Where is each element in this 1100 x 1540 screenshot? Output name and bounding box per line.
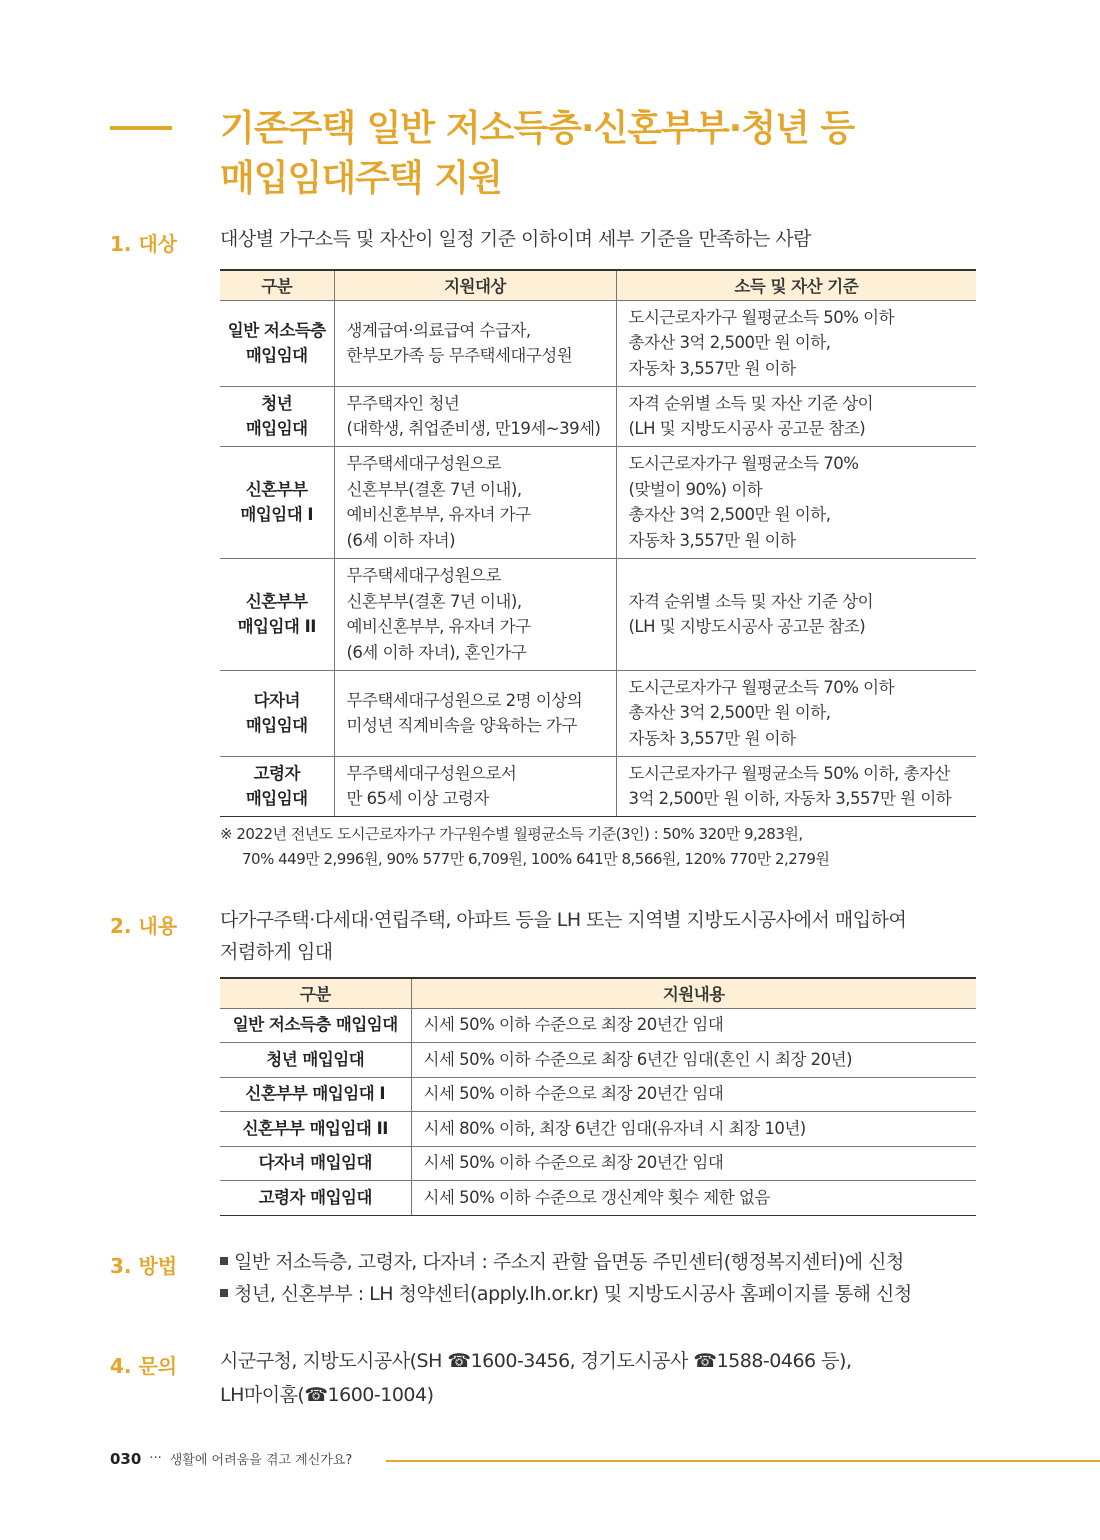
row-criteria: 도시근로자가구 월평균소득 70% 이하 총자산 3억 2,500만 원 이하, 자동차 3,557만 원 이하 xyxy=(616,670,976,756)
row-content: 시세 50% 이하 수준으로 최장 6년간 임대(혼인 시 최장 20년) xyxy=(411,1043,976,1078)
row-criteria: 자격 순위별 소득 및 자산 기준 상이 (LH 및 지방도시공사 공고문 참조) xyxy=(616,558,976,670)
row-category: 고령자 매입임대 xyxy=(220,756,334,816)
header-content: 지원내용 xyxy=(411,978,976,1008)
page-title xyxy=(220,104,854,204)
section-1-label: 1. 대상 xyxy=(110,232,178,256)
footer-dots: ··· xyxy=(149,1451,162,1466)
section-1-text: 대상별 가구소득 및 자산이 일정 기준 이하이며 세부 기준을 만족하는 사람 xyxy=(220,228,812,250)
title-line-2: 매입임대주택 지원 xyxy=(220,158,502,199)
section-2-label: 2. 내용 xyxy=(110,914,178,938)
note-line-2: 70% 449만 2,996원, 90% 577만 6,709원, 100% 641만 8,566원, 120% 770만 2,279원 xyxy=(242,850,830,868)
table-header-row xyxy=(220,270,976,300)
header-category: 구분 xyxy=(220,978,411,1008)
table-row xyxy=(220,386,976,446)
section-4-line-2: LH마이홈(☎1600-1004) xyxy=(220,1384,434,1406)
row-category: 다자녀 매입임대 xyxy=(220,1146,411,1181)
page-footer xyxy=(110,1449,352,1468)
table-row xyxy=(220,558,976,670)
bullet-item: 청년, 신혼부부 : LH 청약센터(apply.lh.or.kr) 및 지방도시공사 홈페이지를 통해 신청 xyxy=(220,1278,912,1310)
row-content: 시세 50% 이하 수준으로 최장 20년간 임대 xyxy=(411,1008,976,1043)
table-row xyxy=(220,1077,976,1112)
table-row xyxy=(220,1112,976,1147)
title-line-1: 기존주택 일반 저소득층·신혼부부·청년 등 xyxy=(220,108,855,149)
table-row xyxy=(220,670,976,756)
square-bullet-icon xyxy=(220,1289,228,1297)
table-row xyxy=(220,756,976,816)
row-category: 일반 저소득층 매입임대 xyxy=(220,300,334,386)
row-content: 시세 80% 이하, 최장 6년간 임대(유자녀 시 최장 10년) xyxy=(411,1112,976,1147)
row-category: 다자녀 매입임대 xyxy=(220,670,334,756)
support-content-table xyxy=(220,977,976,1216)
phone-icon: ☎ xyxy=(693,1350,717,1372)
section-3-label: 3. 방법 xyxy=(110,1254,178,1278)
row-criteria: 도시근로자가구 월평균소득 70% (맞벌이 90%) 이하 총자산 3억 2,500만 원 이하, 자동차 3,557만 원 이하 xyxy=(616,446,976,558)
row-category: 청년 매입임대 xyxy=(220,1043,411,1078)
square-bullet-icon xyxy=(220,1257,228,1265)
income-note xyxy=(220,822,829,872)
row-criteria: 도시근로자가구 월평균소득 50% 이하 총자산 3억 2,500만 원 이하, 자동차 3,557만 원 이하 xyxy=(616,300,976,386)
row-category: 청년 매입임대 xyxy=(220,386,334,446)
row-category: 일반 저소득층 매입임대 xyxy=(220,1008,411,1043)
footer-line xyxy=(386,1460,1100,1462)
header-criteria: 소득 및 자산 기준 xyxy=(616,270,976,300)
row-category: 신혼부부 매입임대 I xyxy=(220,1077,411,1112)
row-target: 무주택세대구성원으로 신혼부부(결혼 7년 이내), 예비신혼부부, 유자녀 가구 (6세 이하 자녀) xyxy=(334,446,616,558)
phone-icon: ☎ xyxy=(304,1384,328,1406)
section-4-text xyxy=(220,1344,852,1412)
page-number: 030 xyxy=(110,1449,142,1468)
row-category: 고령자 매입임대 xyxy=(220,1181,411,1216)
section-2-line-2: 저렴하게 임대 xyxy=(220,941,333,963)
table-row xyxy=(220,1181,976,1216)
table-row xyxy=(220,1146,976,1181)
row-content: 시세 50% 이하 수준으로 최장 20년간 임대 xyxy=(411,1077,976,1112)
row-content: 시세 50% 이하 수준으로 최장 20년간 임대 xyxy=(411,1146,976,1181)
row-content: 시세 50% 이하 수준으로 갱신계약 횟수 제한 없음 xyxy=(411,1181,976,1216)
section-2-text xyxy=(220,904,906,968)
row-target: 무주택자인 청년 (대학생, 취업준비생, 만19세~39세) xyxy=(334,386,616,446)
section-3-text xyxy=(220,1246,912,1310)
row-target: 무주택세대구성원으로 2명 이상의 미성년 직계비속을 양육하는 가구 xyxy=(334,670,616,756)
title-dash xyxy=(110,126,172,130)
row-target: 무주택세대구성원으로 신혼부부(결혼 7년 이내), 예비신혼부부, 유자녀 가구 (6세 이하 자녀), 혼인가구 xyxy=(334,558,616,670)
phone-icon: ☎ xyxy=(447,1350,471,1372)
header-target: 지원대상 xyxy=(334,270,616,300)
section-4-label: 4. 문의 xyxy=(110,1354,178,1378)
section-4-line-1: 시군구청, 지방도시공사(SH ☎1600-3456, 경기도시공사 ☎1588-0466 등), xyxy=(220,1350,852,1372)
table-row xyxy=(220,300,976,386)
row-target: 무주택세대구성원으로서 만 65세 이상 고령자 xyxy=(334,756,616,816)
footer-text: 생활에 어려움을 겪고 계신가요? xyxy=(169,1453,353,1468)
table-row xyxy=(220,446,976,558)
bullet-item: 일반 저소득층, 고령자, 다자녀 : 주소지 관할 읍면동 주민센터(행정복지센터)에 신청 xyxy=(220,1246,912,1278)
table-header-row xyxy=(220,978,976,1008)
header-category: 구분 xyxy=(220,270,334,300)
table-row xyxy=(220,1043,976,1078)
section-2-line-1: 다가구주택·다세대·연립주택, 아파트 등을 LH 또는 지역별 지방도시공사에서 매입하여 xyxy=(220,909,907,931)
row-criteria: 도시근로자가구 월평균소득 50% 이하, 총자산 3억 2,500만 원 이하, 자동차 3,557만 원 이하 xyxy=(616,756,976,816)
table-row xyxy=(220,1008,976,1043)
note-line-1: ※ 2022년 전년도 도시근로자가구 가구원수별 월평균소득 기준(3인) : 50% 320만 9,283원, xyxy=(220,825,803,843)
row-category: 신혼부부 매입임대 I xyxy=(220,446,334,558)
row-category: 신혼부부 매입임대 II xyxy=(220,1112,411,1147)
row-category: 신혼부부 매입임대 II xyxy=(220,558,334,670)
eligibility-table xyxy=(220,269,976,817)
row-criteria: 자격 순위별 소득 및 자산 기준 상이 (LH 및 지방도시공사 공고문 참조) xyxy=(616,386,976,446)
row-target: 생계급여·의료급여 수급자, 한부모가족 등 무주택세대구성원 xyxy=(334,300,616,386)
